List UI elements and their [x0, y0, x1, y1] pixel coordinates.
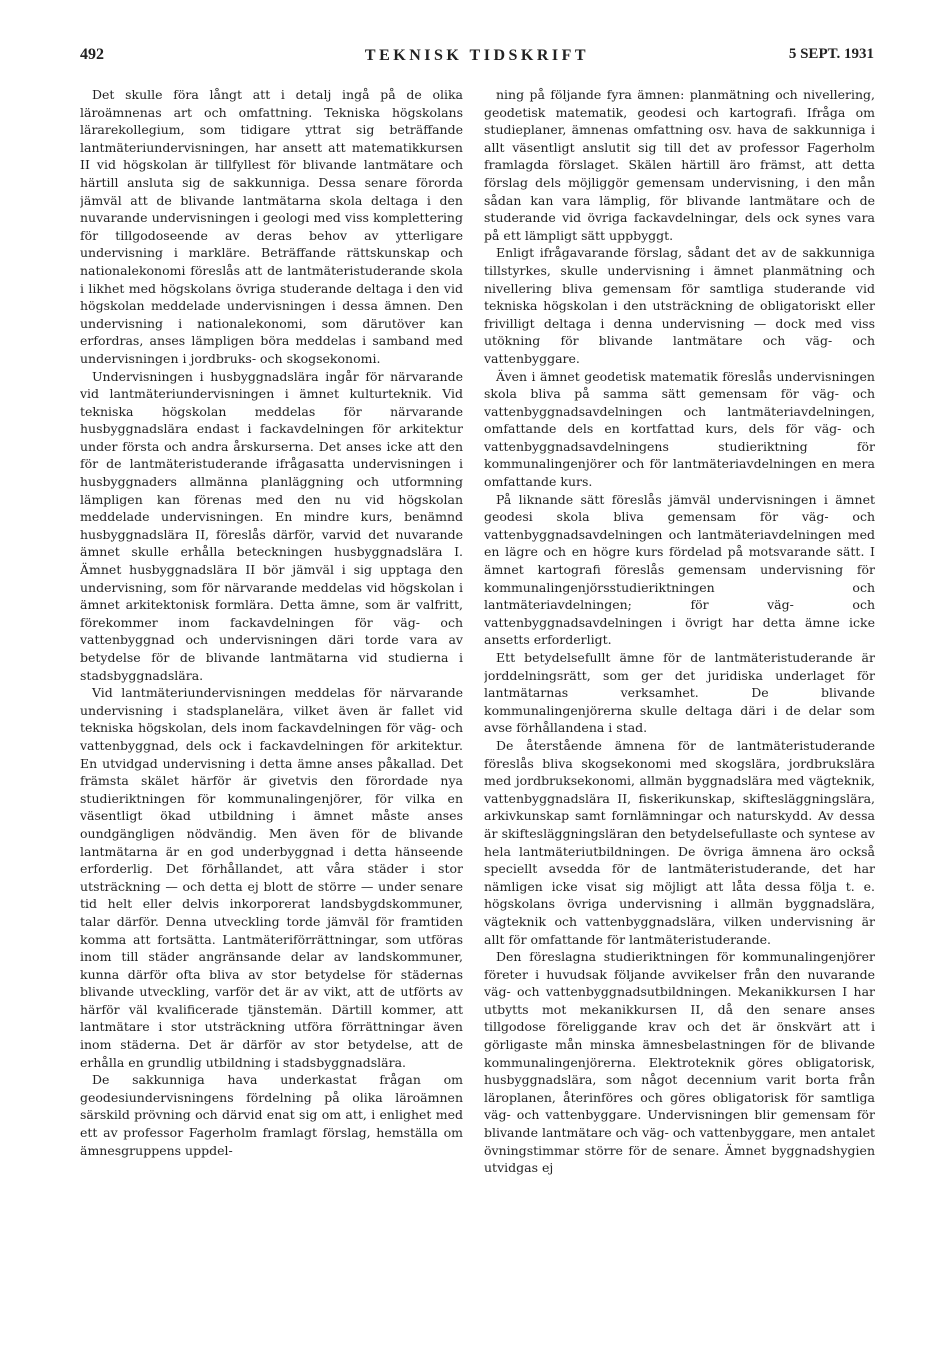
- left-column: [80, 86, 463, 1311]
- page-number: 492: [80, 46, 104, 63]
- paragraph: Enligt ifrågavarande förslag, sådant det av de sakkunniga tillstyrkes, skulle undervisning i ämnet planmätning och nivellering bliva gemensam för samtliga studerande vid tekniska högskolan i den utsträckning de obligatoriskt eller frivilligt deltaga i denna undervisning — dock med viss utökning för blivande lantmätare och väg- och vattenbyggare.: [484, 245, 875, 366]
- paragraph: ning på följande fyra ämnen: planmätning och nivellering, geodetisk matematik, geodesi och kartografi. Ifråga om studieplaner, ämnenas omfattning osv. hava de sakkunniga i allt väsentligt anslutit sig till det av professor Fagerholm framlagda förslaget. Skälen härtill äro främst, att detta förslag dels möjliggör gemensam undervisning, i den mån sådan kan vara lämplig, för blivande lantmätare och de studerande vid övriga fackavdelningar, dels ock synes vara på ett lämpligt sätt uppbyggt.: [484, 87, 875, 243]
- paragraph: Undervisningen i husbyggnadslära ingår för närvarande vid lantmäteriundervisningen i ämnet kulturteknik. Vid tekniska högskolan meddelas för närvarande husbyggnadslära endast i fackavdelningen för arkitektur under första och andra årskurserna. Det anses icke att den för de lantmäteristuderande ifrågasatta undervisningen i husbyggnaders allmänna planläggning och utformning lämpligen kan förenas med den nu vid högskolan meddelade undervisningen. En mindre kurs, benämnd husbyggnadslära II, föreslås därför, varvid det nuvarande ämnet skulle erhålla beteckningen husbyggnadslära I. Ämnet husbyggnadslära II bör jämväl i sig upptaga den undervisning, som för närvarande meddelas vid högskolan i ämnet arkitektonisk formlära. Detta ämne, som är valfritt, förekommer inom fackavdelningen för väg- och vattenbyggnad och undervisningen däri torde vara av betydelse för de blivande lantmätarna vid studierna i stadsbyggnadslära.: [80, 368, 463, 683]
- paragraph: Den föreslagna studieriktningen för kommunalingenjörer företer i huvudsak följande avvikelser från den nuvarande väg- och vattenbyggnadsutbildningen. Mekanikkursen I har utbytts mot mekanikkursen II, då den senare anses tillgodose föreliggande krav och det är önskvärt att i görligaste mån minska ämnesbelastningen för de blivande kommunalingenjörerna. Elektroteknik göres obligatorisk, husbyggnadslära, som något decennium varit borta från läroplanen, återinföres och göres obligatorisk för samtliga väg- och vattenbyggare. Undervisningen blir gemensam för blivande lantmätare och väg- och vattenbyggare, men antalet övningstimmar större för de senare. Ämnet byggnadshygien utvidgas ej: [484, 949, 875, 1176]
- issue-date: 5 SEPT. 1931: [788, 46, 874, 62]
- paragraph: De sakkunniga hava underkastat frågan om geodesiundervisningens fördelning på olika läroämnen särskild prövning och därvid enat sig om att, i enlighet med ett av professor Fagerholm framlagt förslag, hemställa om ämnesgruppens uppdel-: [80, 1072, 463, 1158]
- paragraph: På liknande sätt föreslås jämväl undervisningen i ämnet geodesi skola bliva gemensam för väg- och vattenbyggnadsavdelningen och lantmäteriavdelningen med en lägre och en högre kurs fördelad på motsvarande sätt. I ämnet kartografi föreslås gemensam undervisning för kommunalingenjörsstudieriktningen och lantmäteriavdelningen; för väg- och vattenbyggnadsavdelningen i övrigt har detta ämne icke ansetts erforderligt.: [484, 491, 875, 648]
- paragraph: Det skulle föra långt att i detalj ingå på de olika läroämnenas art och omfattning. Tekniska högskolans lärarekollegium, som tidigare yttrat sig beträffande lantmäteriundervisningen, har ansett att matematikkursen II vid högskolan är tillfyllest för blivande lantmätare och härtill ansluta sig de sakkunniga. Dessa senare förorda jämväl att de blivande lantmätarna skola deltaga i den nuvarande undervisningen i geologi med viss komplettering för tillgodoseende av deras behov av ytterligare undervisning i markläre. Beträffande rättskunskap och nationalekonomi föreslås att de lantmäteristuderande skola i likhet med högskolans övriga studerande deltaga i den vid högskolan meddelade undervisningen i dessa ämnen. Den undervisning i nationalekonomi, som därutöver kan erfordras, anses lämpligen böra meddelas i samband med undervisningen i jordbruks- och skogsekonomi.: [80, 87, 463, 366]
- page-header: [80, 46, 874, 76]
- paragraph: Även i ämnet geodetisk matematik föreslås undervisningen skola bliva på samma sätt gemensam för väg- och vattenbyggnadsavdelningen och lantmäteriavdelningen, omfattande dels en kortfattad kurs, dels för väg- och vattenbyggnadsavdelningens studieriktning för kommunalingenjörer och för lantmäteriavdelningen en mera omfattande kurs.: [484, 368, 875, 490]
- right-column: [484, 86, 875, 1311]
- paragraph: De återstående ämnena för de lantmäteristuderande föreslås bliva skogsekonomi med skogslära, jordbrukslära med jordbruksekonomi, allmän byggnadslära med vägteknik, vattenbyggnadslära II, fiskerikunskap, skiftesläggningslära, arkivkunskap samt fornlämningar och naturskydd. Av dessa är skiftesläggningsläran den betydelsefullaste och syntese av hela lantmäteriutbildningen. De övriga ämnena äro också speciellt avsedda för de lantmäteristuderande, det har nämligen icke visat sig möjligt att låta dessa följa t. e. högskolans övriga undervisning i allmän byggnadslära, vägteknik och vattenbyggnadslära, vilken undervisning är allt för omfattande för lantmäteristuderande.: [484, 737, 875, 947]
- paragraph: Vid lantmäteriundervisningen meddelas för närvarande undervisning i stadsplanelära, vilket även är fallet vid tekniska högskolan, dels inom fackavdelningen för väg- och vattenbyggnad, dels ock i fackavdelningen för arkitektur. En utvidgad undervisning i detta ämne anses påkallad. Det främsta skälet härför är givetvis den förordade nya studieriktningen för kommunalingenjörer, för vilka en väsentligt ökad utbildning i ämnet måste anses oundgängligen nödvändig. Men även för de blivande lantmätarna är en god underbyggnad i detta hänseende erforderlig. Det förhållandet, att våra städer i stor utsträckning — och detta ej blott de större — under senare tid helt eller delvis inkorporerat landsbygdskommuner, talar därför. Denna utveckling torde jämväl för framtiden komma att fortsätta. Lantmäteriförrättningar, som utföras inom till städer angränsande delar av landskommuner, kunna därför ofta bliva av stor betydelse för städernas blivande utveckling, varför det är av vikt, att de utförts av härför väl kvalificerade tjänstemän. Därtill kommer, att lantmätare i stor utsträckning utföra förrättningar även inom städerna. Det är därför av stor betydelse, att de erhålla en grundlig utbildning i stadsbyggnadslära.: [80, 685, 463, 1070]
- journal-title: TEKNISK TIDSKRIFT: [364, 47, 590, 64]
- paragraph: Ett betydelsefullt ämne för de lantmäteristuderande är jorddelningsrätt, som ger det juridiska underlaget för lantmätarnas verksamhet. De blivande kommunalingenjörerna skulle deltaga däri i de delar som avse förhållandena i stad.: [484, 650, 875, 736]
